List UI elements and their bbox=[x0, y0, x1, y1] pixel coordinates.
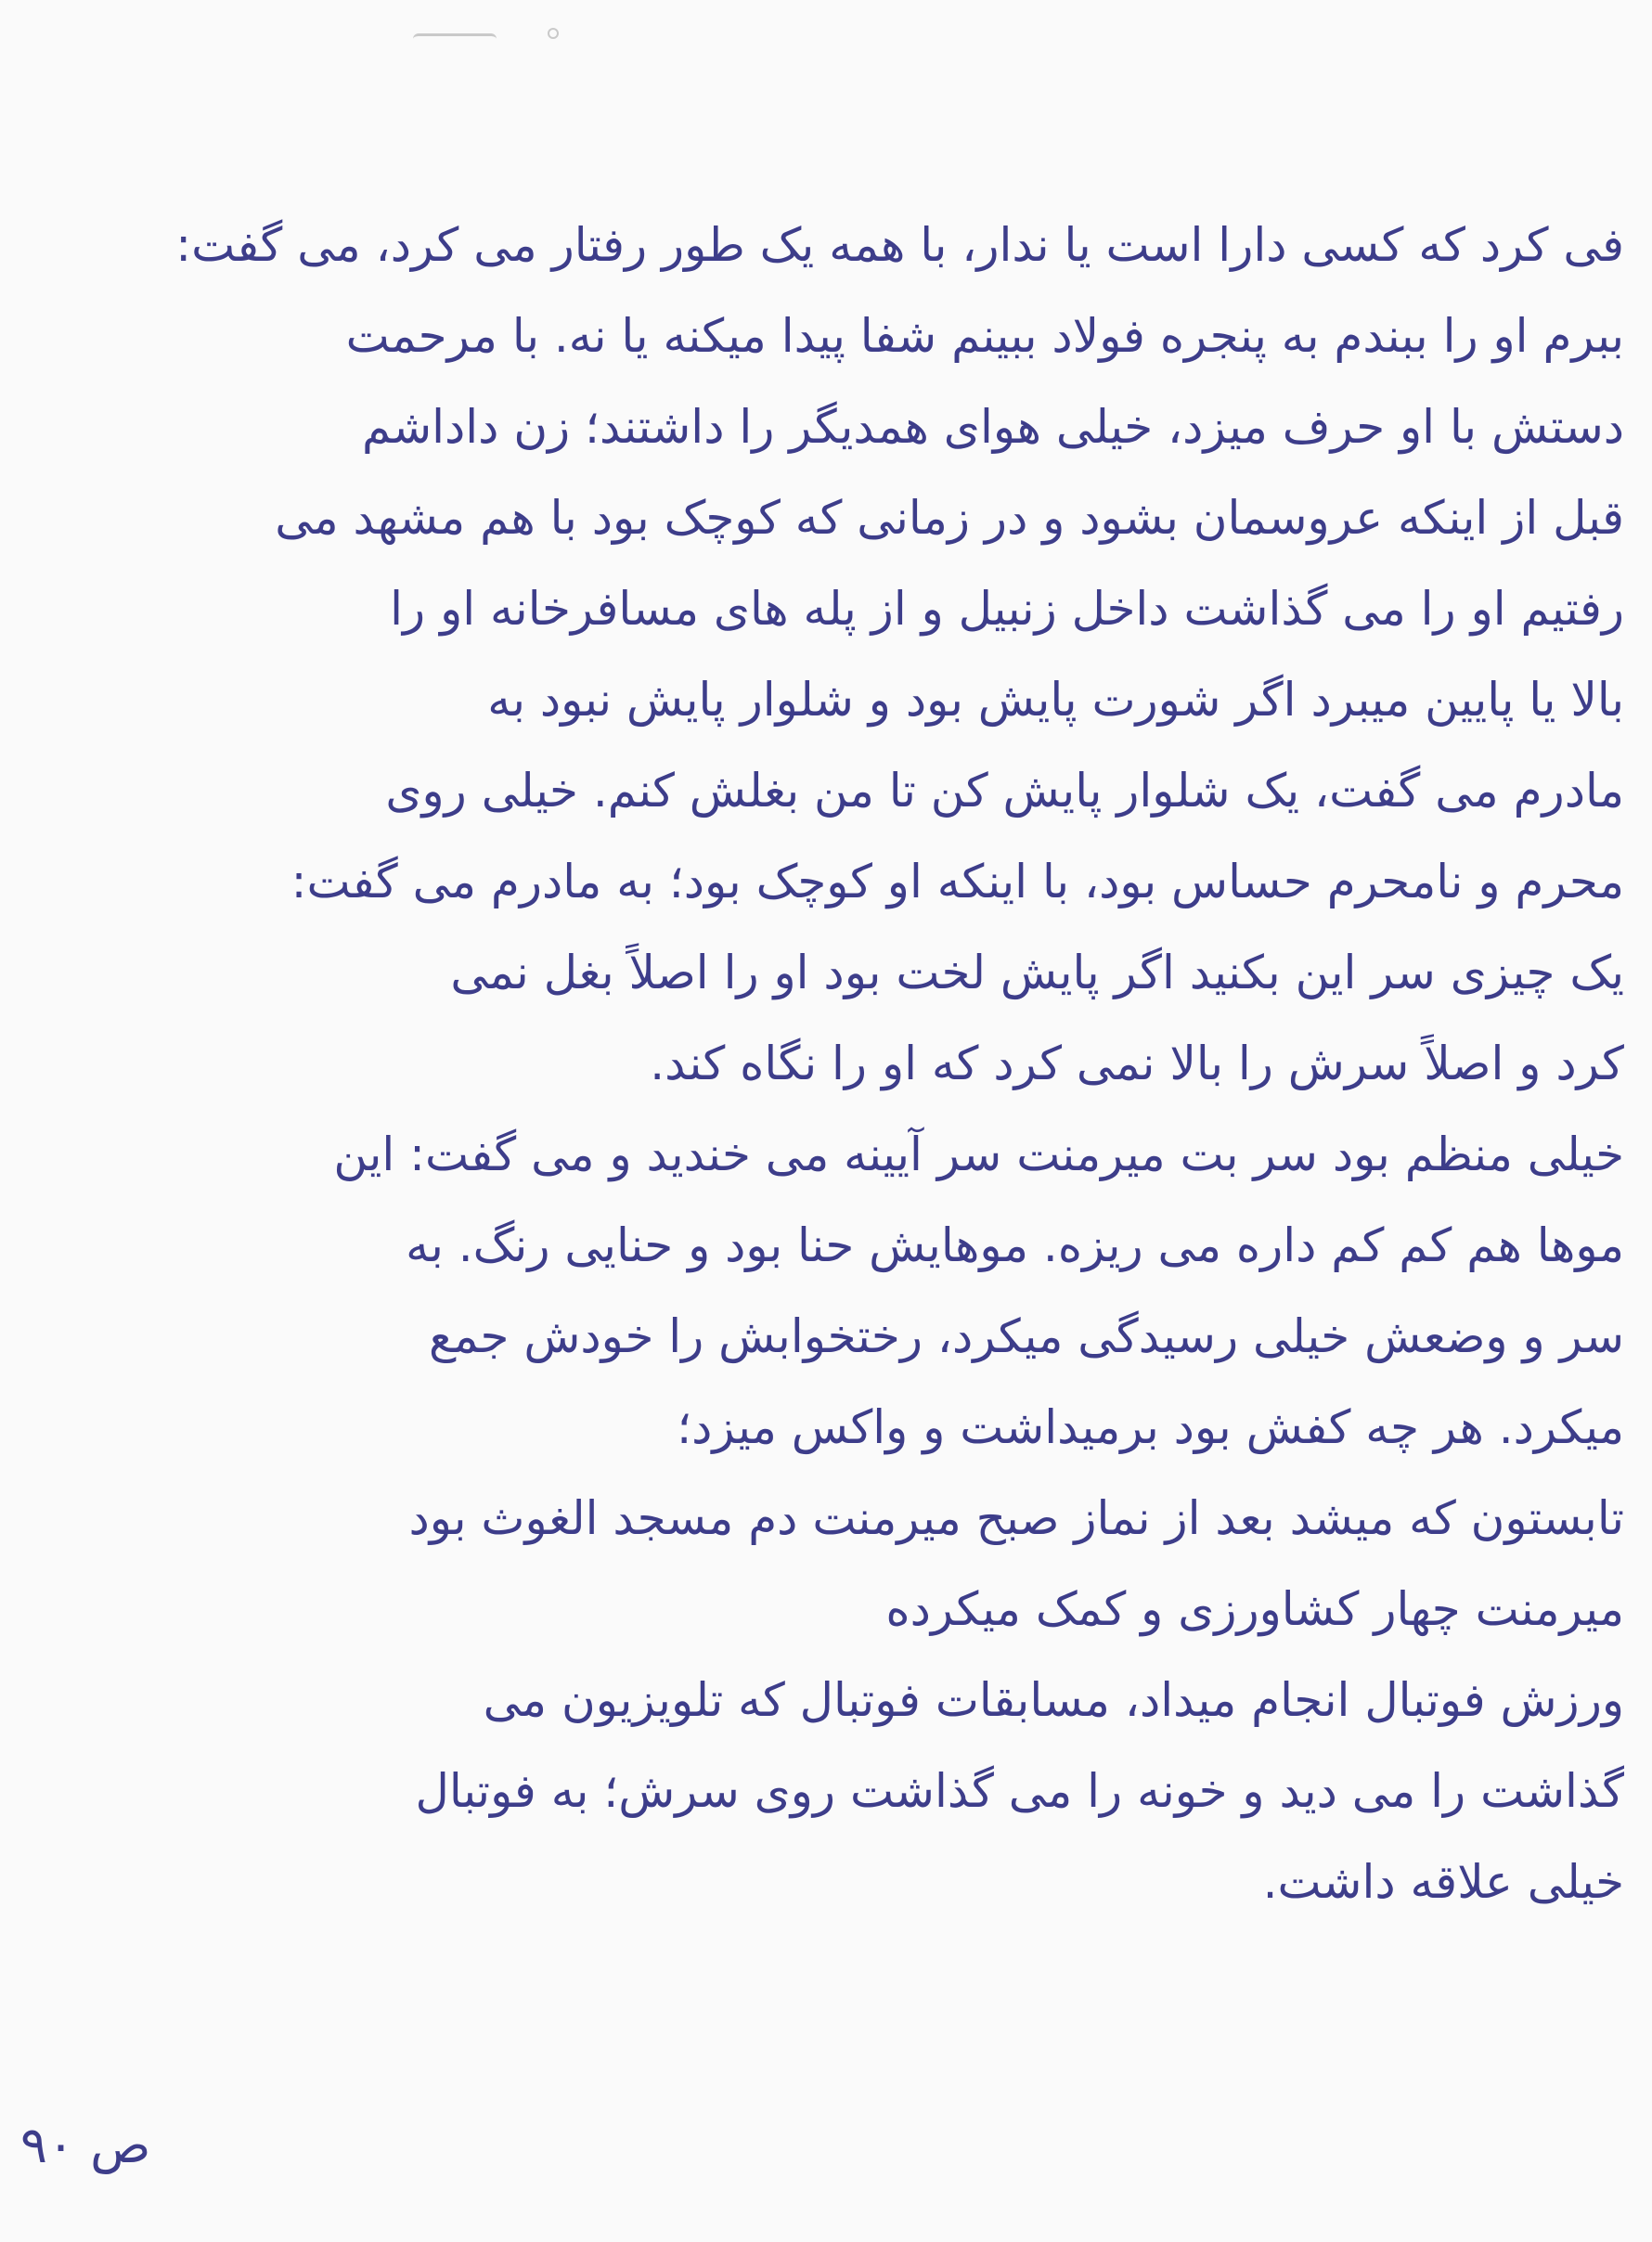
text-line-6: بالا یا پایین میبرد اگر شورت پایش بود و شلوار پایش نبود به bbox=[487, 673, 1624, 727]
text-line-5: رفتیم او را می گذاشت داخل زنبیل و از پله های مسافرخانه او را bbox=[390, 582, 1624, 636]
text-line-8: محرم و نامحرم حساس بود، با اینکه او کوچک بود؛ به مادرم می گفت: bbox=[290, 855, 1624, 908]
text-line-16: میرمنت چهار کشاورزی و کمک میکرده bbox=[885, 1582, 1624, 1636]
text-line-4: قبل از اینکه عروسمان بشود و در زمانی که کوچک بود با هم مشهد می bbox=[275, 491, 1624, 545]
text-line-1: فی کرد که کسی دارا است یا ندار، با همه یک طور رفتار می کرد، می گفت: bbox=[175, 218, 1624, 272]
text-line-18: گذاشت را می دید و خونه را می گذاشت روی سرش؛ به فوتبال bbox=[415, 1764, 1624, 1818]
handwritten-text-body bbox=[28, 200, 1624, 1927]
text-line-13: سر و وضعش خیلی رسیدگی میکرد، رختخوابش را خودش جمع bbox=[429, 1309, 1624, 1363]
text-line-15: تابستون که میشد بعد از نماز صبح میرمنت دم مسجد الغوث بود bbox=[408, 1491, 1624, 1545]
text-line-9: یک چیزی سر این بکنید اگر پایش لخت بود او را اصلاً بغل نمی bbox=[450, 946, 1624, 999]
text-line-14: میکرد. هر چه کفش بود برمیداشت و واکس میزد؛ bbox=[677, 1400, 1624, 1454]
text-line-19: خیلی علاقه داشت. bbox=[1262, 1855, 1624, 1909]
text-line-3: دستش با او حرف میزد، خیلی هوای همدیگر را داشتند؛ زن داداشم bbox=[361, 400, 1624, 454]
staple-mark bbox=[413, 33, 497, 45]
text-line-7: مادرم می گفت، یک شلوار پایش کن تا من بغلش کنم. خیلی روی bbox=[385, 764, 1624, 818]
text-line-17: ورزش فوتبال انجام میداد، مسابقات فوتبال که تلویزیون می bbox=[483, 1673, 1624, 1727]
text-line-11: خیلی منظم بود سر بت میرمنت سر آیینه می خندید و می گفت: این bbox=[333, 1127, 1624, 1181]
staple-hole bbox=[548, 28, 559, 39]
text-line-12: موها هم کم کم داره می ریزه. موهایش حنا بود و حنایی رنگ. به bbox=[406, 1218, 1624, 1272]
page-number: ص ۹۰ bbox=[20, 2116, 151, 2174]
text-line-2: ببرم او را ببندم به پنجره فولاد ببینم شفا پیدا میکنه یا نه. با مرحمت bbox=[345, 309, 1624, 363]
text-line-10: کرد و اصلاً سرش را بالا نمی کرد که او را نگاه کند. bbox=[650, 1037, 1624, 1090]
